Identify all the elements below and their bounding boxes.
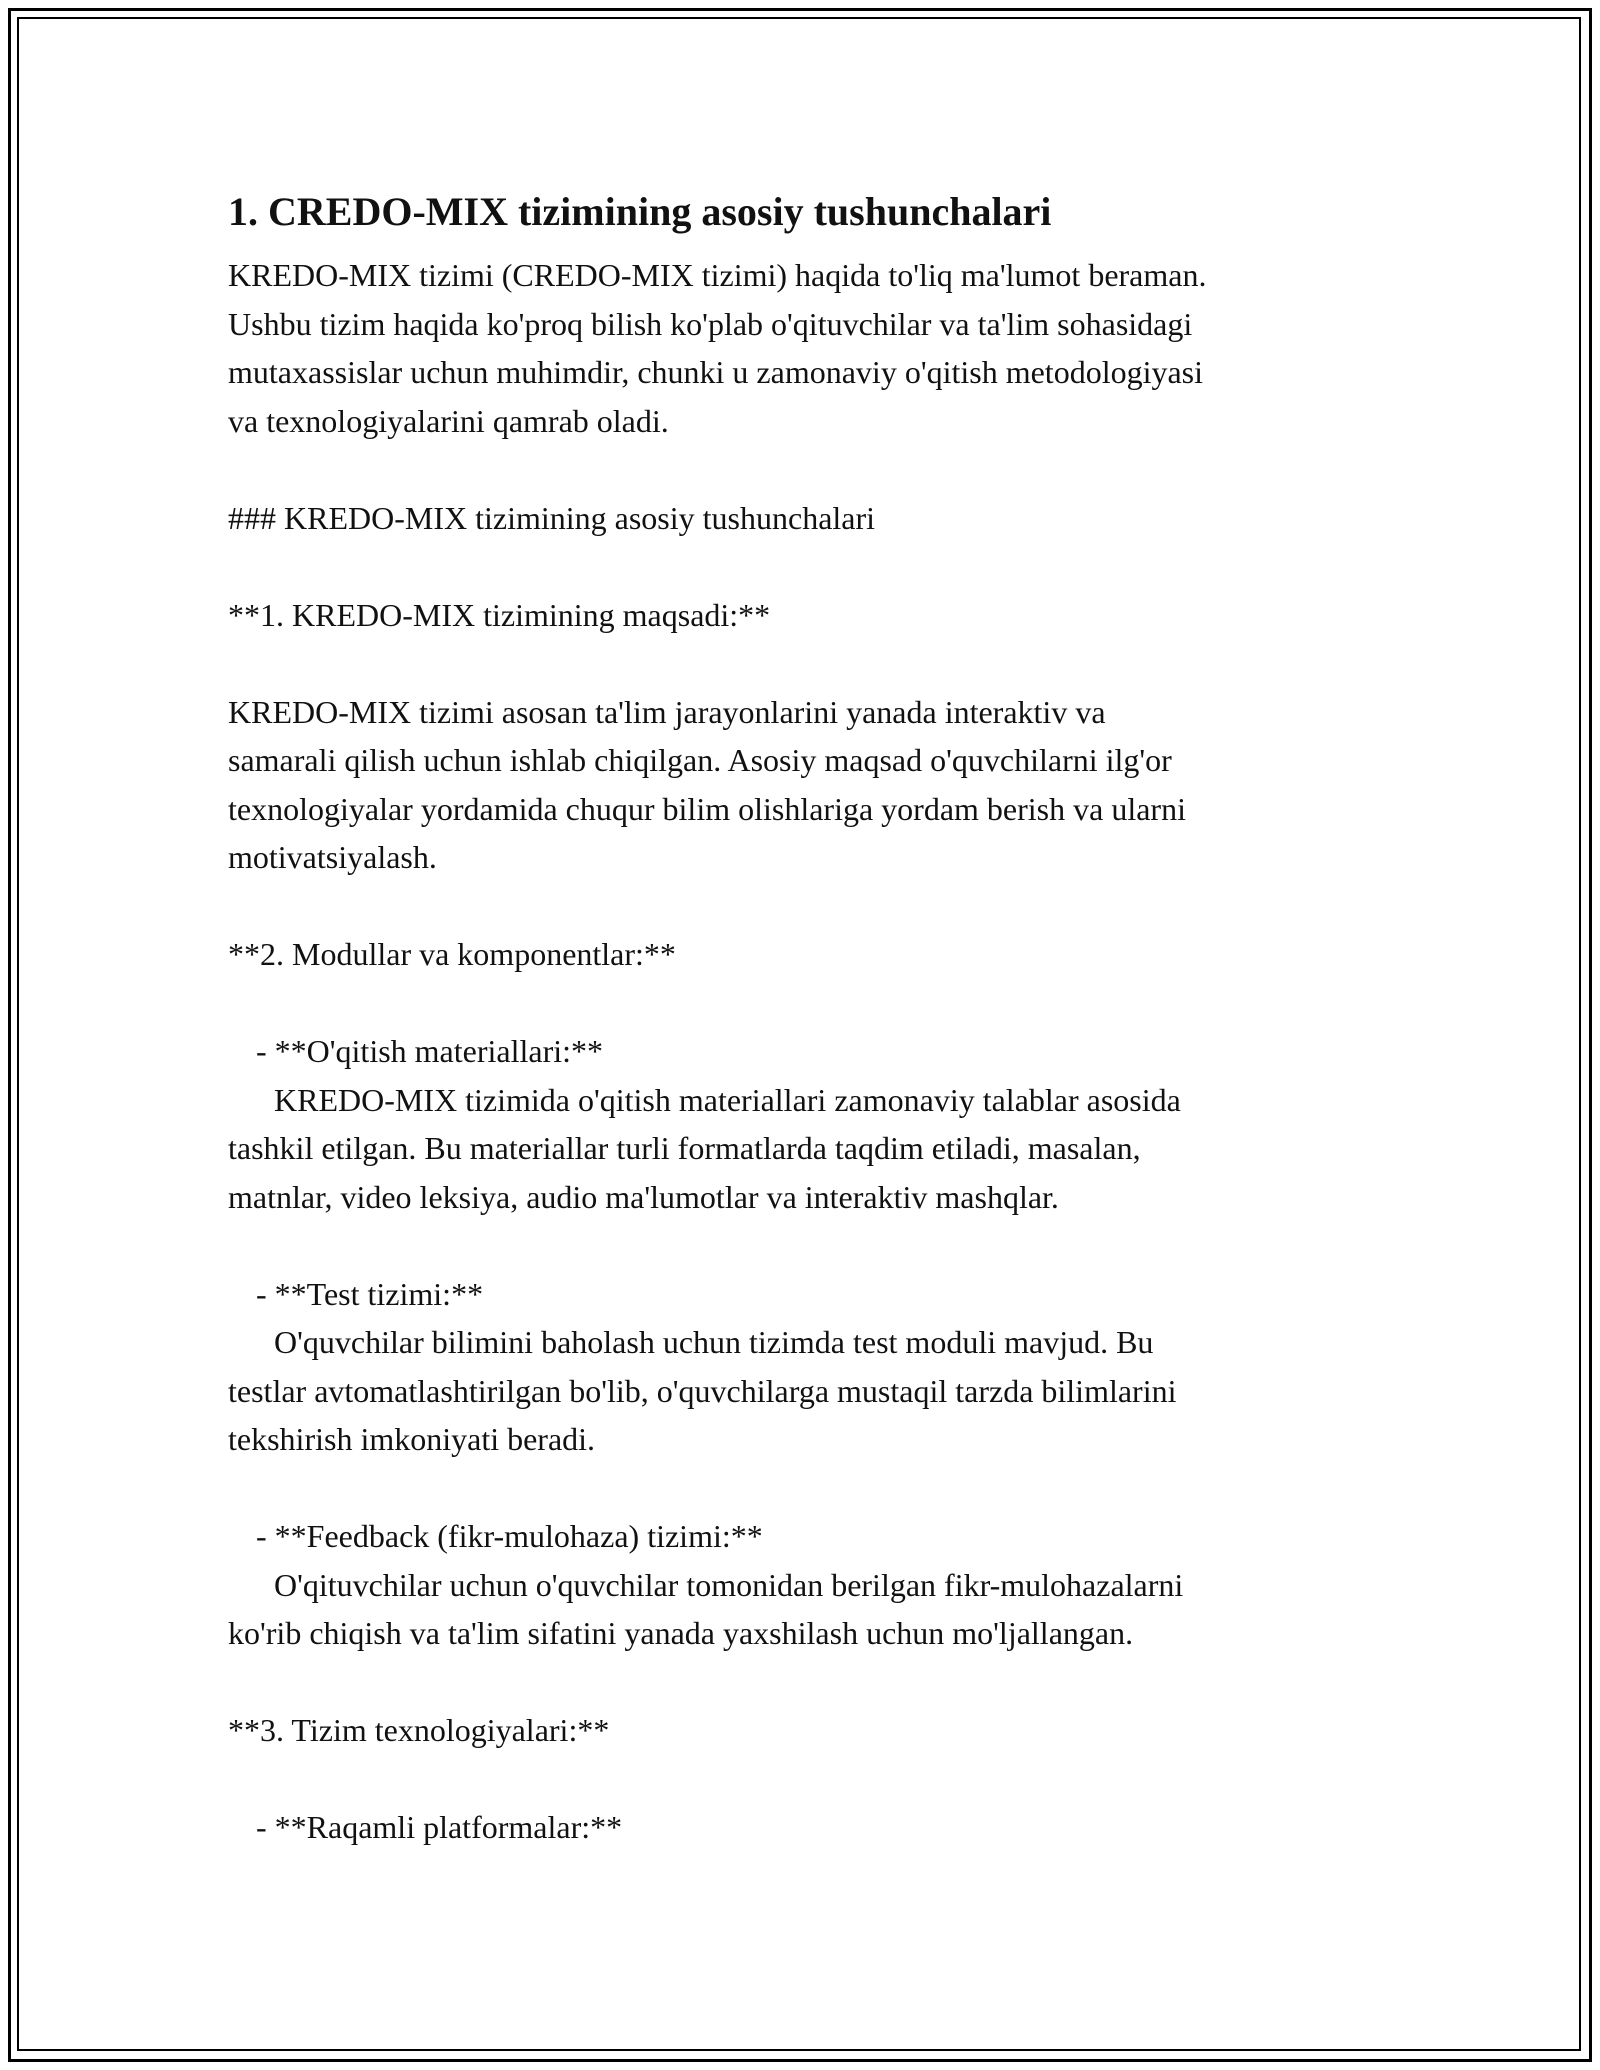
blank-line	[228, 1755, 1388, 1804]
bullet-materials-line: tashkil etilgan. Bu materiallar turli formatlarda taqdim etiladi, masalan,	[228, 1130, 1141, 1166]
intro-line: KREDO-MIX tizimi (CREDO-MIX tizimi) haqida to'liq ma'lumot beraman.	[228, 257, 1207, 293]
bullet-test-line: tekshirish imkoniyati beradi.	[228, 1421, 596, 1457]
intro-line: mutaxassislar uchun muhimdir, chunki u zamonaviy o'qitish metodologiyasi	[228, 354, 1204, 390]
bullet-materials-line: KREDO-MIX tizimida o'qitish materiallari zamonaviy talablar asosida	[274, 1081, 1181, 1118]
blank-line	[228, 1464, 1388, 1513]
section-title-goal: **1. KREDO-MIX tizimining maqsadi:**	[228, 596, 771, 633]
section-goal-line: motivatsiyalash.	[228, 839, 437, 875]
intro-line: Ushbu tizim haqida ko'proq bilish ko'plab o'qituvchilar va ta'lim sohasidagi	[228, 305, 1193, 342]
bullet-title-platforms: - **Raqamli platformalar:**	[256, 1809, 623, 1845]
section-goal-line: samarali qilish uchun ishlab chiqilgan. Asosiy maqsad o'quvchilarni ilg'or	[228, 742, 1172, 778]
bullet-test-line: testlar avtomatlashtirilgan bo'lib, o'quvchilarga mustaqil tarzda bilimlarini	[228, 1372, 1177, 1409]
intro-line: va texnologiyalarini qamrab oladi.	[228, 402, 669, 439]
section-goal-line: texnologiyalar yordamida chuqur bilim olishlariga yordam berish va ularni	[228, 790, 1186, 827]
blank-line	[228, 542, 1388, 591]
section-goal-line: KREDO-MIX tizimi asosan ta'lim jarayonlarini yanada interaktiv va	[228, 693, 1106, 730]
markdown-subheading: ### KREDO-MIX tizimining asosiy tushunchalari	[228, 499, 876, 536]
blank-line	[228, 445, 1388, 494]
document-body	[228, 185, 1388, 1852]
section-title-modules: **2. Modullar va komponentlar:**	[228, 936, 676, 972]
bullet-title-feedback: - **Feedback (fikr-mulohaza) tizimi:**	[256, 1518, 763, 1554]
bullet-materials-line: matnlar, video leksiya, audio ma'lumotlar va interaktiv mashqlar.	[228, 1178, 1059, 1215]
blank-line	[228, 639, 1388, 688]
bullet-feedback-line: O'qituvchilar uchun o'quvchilar tomonidan berilgan fikr-mulohazalarni	[274, 1566, 1184, 1603]
blank-line	[228, 979, 1388, 1028]
bullet-title-test: - **Test tizimi:**	[256, 1275, 484, 1312]
blank-line	[228, 1658, 1388, 1707]
document-heading: 1. CREDO-MIX tizimining asosiy tushunchalari	[228, 189, 1052, 234]
bullet-title-materials: - **O'qitish materiallari:**	[256, 1033, 604, 1069]
section-title-technologies: **3. Tizim texnologiyalari:**	[228, 1712, 610, 1748]
bullet-test-line: O'quvchilar bilimini baholash uchun tizimda test moduli mavjud. Bu	[274, 1324, 1154, 1360]
bullet-feedback-line: ko'rib chiqish va ta'lim sifatini yanada yaxshilash uchun mo'ljallangan.	[228, 1615, 1134, 1651]
blank-line	[228, 882, 1388, 931]
blank-line	[228, 1221, 1388, 1270]
